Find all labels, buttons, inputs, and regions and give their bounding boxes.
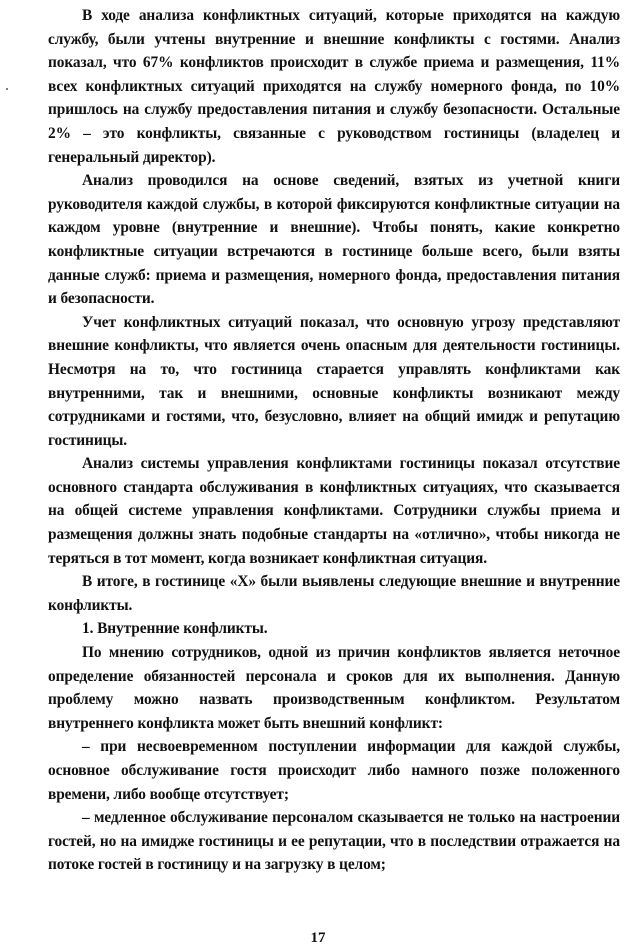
paragraph-4: Анализ системы управления конфликтами гостиницы показал отсутствие основного стандарта обслуживания в конфликтных ситуациях, что сказывается на общей системе управления конфликтами. Сотрудники службы приема и размещения должны знать подобные стандарты на «отлично», чтобы никогда не теряться в тот момент, когда возникает конфликтная ситуация. bbox=[48, 455, 620, 567]
list-item-1: – при несвоевременном поступлении информации для каждой службы, основное обслуживание гостя происходит либо намного позже положенного времени, либо вообще отсутствует; bbox=[48, 738, 620, 803]
page-number: 17 bbox=[310, 930, 326, 946]
paragraph-5: В итоге, в гостинице «Х» были выявлены следующие внешние и внутренние конфликты. bbox=[48, 573, 620, 614]
paragraph-1: В ходе анализа конфликтных ситуаций, которые приходятся на каждую службу, были учтены внутренние и внешние конфликты с гостями. Анализ показал, что 67% конфликтов происходит в службе приема и размещения, 11% всех конфликтных ситуаций приходятся на службу номерного фонда, по 10% пришлось на службу предоставления питания и службу безопасности. Остальные 2% – это конфликты, связанные с руководством гостиницы (владелец и генеральный директор). bbox=[48, 7, 620, 166]
list-item-2: – медленное обслуживание персоналом сказывается не только на настроении гостей, но на имидже гостиницы и ее репутации, что в последствии отражается на потоке гостей в гостиницу и на загрузку в целом; bbox=[48, 809, 620, 874]
scan-speck bbox=[6, 88, 8, 90]
paragraph-3: Учет конфликтных ситуаций показал, что основную угрозу представляют внешние конфликты, что является очень опасным для деятельности гостиницы. Несмотря на то, что гостиница старается управлять конфликтами как внутренними, так и внешними, основные конфликты возникают между сотрудниками и гостями, что, безусловно, влияет на общий имидж и репутацию гостиницы. bbox=[48, 313, 620, 449]
paragraph-6: По мнению сотрудников, одной из причин конфликтов является неточное определение обязанностей персонала и сроков для их выполнения. Данную проблему можно назвать производственным конфликтом. Результатом внутреннего конфликта может быть внешний конфликт: bbox=[48, 644, 620, 732]
body-text bbox=[48, 4, 620, 877]
section-heading: 1. Внутренние конфликты. bbox=[82, 620, 268, 638]
paragraph-2: Анализ проводился на основе сведений, взятых из учетной книги руководителя каждой службы, в которой фиксируются конфликтные ситуации на каждом уровне (внутренние и внешние). Чтобы понять, какие конкретно конфликтные ситуации встречаются в гостинице больше всего, были взяты данные служб: приема и размещения, номерного фонда, предоставления питания и безопасности. bbox=[48, 172, 620, 308]
